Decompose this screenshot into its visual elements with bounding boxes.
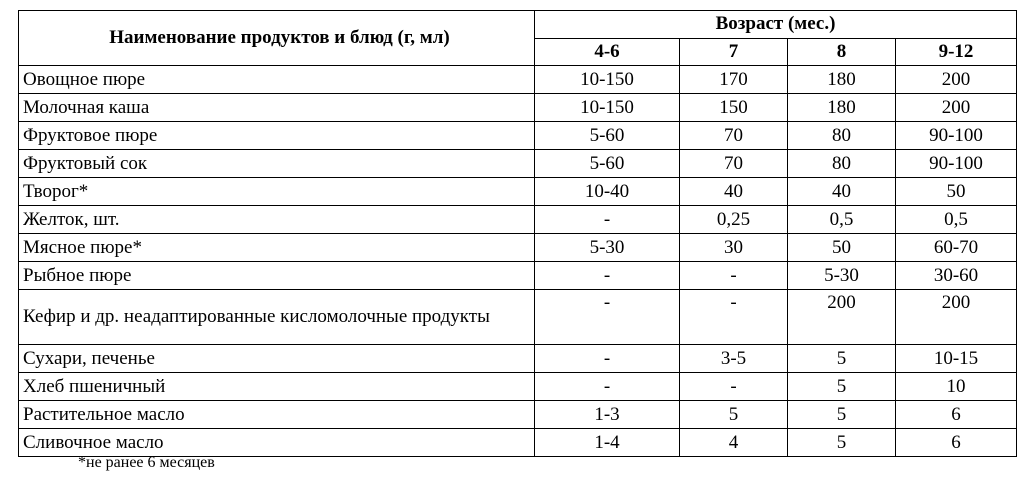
table-cell: - bbox=[680, 290, 788, 345]
table-cell: - bbox=[680, 262, 788, 290]
table-cell: 10-150 bbox=[535, 66, 680, 94]
table-cell: 70 bbox=[680, 122, 788, 150]
table-cell: 5-60 bbox=[535, 150, 680, 178]
product-name: Мясное пюре* bbox=[19, 234, 535, 262]
table-cell: 10-150 bbox=[535, 94, 680, 122]
table-cell: 1-4 bbox=[535, 429, 680, 457]
age-header-9-12: 9-12 bbox=[896, 38, 1017, 66]
product-name: Творог* bbox=[19, 178, 535, 206]
age-column-group-header: Возраст (мес.) bbox=[535, 11, 1017, 39]
table-row bbox=[19, 262, 1017, 290]
table-cell: - bbox=[535, 373, 680, 401]
table-row bbox=[19, 94, 1017, 122]
product-name: Фруктовый сок bbox=[19, 150, 535, 178]
table-cell: 5 bbox=[788, 429, 896, 457]
table-cell: 5 bbox=[788, 401, 896, 429]
table-cell: 30-60 bbox=[896, 262, 1017, 290]
product-name: Растительное масло bbox=[19, 401, 535, 429]
age-header-8: 8 bbox=[788, 38, 896, 66]
table-row bbox=[19, 66, 1017, 94]
table-cell: 50 bbox=[896, 178, 1017, 206]
table-row bbox=[19, 401, 1017, 429]
age-header-7: 7 bbox=[680, 38, 788, 66]
table-cell: - bbox=[535, 206, 680, 234]
table-row bbox=[19, 290, 1017, 345]
table-cell: 200 bbox=[896, 66, 1017, 94]
table-cell: 6 bbox=[896, 429, 1017, 457]
product-name: Молочная каша bbox=[19, 94, 535, 122]
table-cell: 5-30 bbox=[788, 262, 896, 290]
table-cell: 10-40 bbox=[535, 178, 680, 206]
table-row bbox=[19, 373, 1017, 401]
product-name: Сухари, печенье bbox=[19, 345, 535, 373]
table-cell: 10 bbox=[896, 373, 1017, 401]
product-name: Желток, шт. bbox=[19, 206, 535, 234]
table-cell: 40 bbox=[788, 178, 896, 206]
table-cell: 5 bbox=[680, 401, 788, 429]
table-row bbox=[19, 206, 1017, 234]
product-name: Рыбное пюре bbox=[19, 262, 535, 290]
feeding-table bbox=[18, 10, 1017, 457]
table-cell: 0,5 bbox=[896, 206, 1017, 234]
table-cell: 10-15 bbox=[896, 345, 1017, 373]
table-cell: 180 bbox=[788, 94, 896, 122]
table-cell: 40 bbox=[680, 178, 788, 206]
table-body bbox=[19, 66, 1017, 457]
product-name: Хлеб пшеничный bbox=[19, 373, 535, 401]
table-cell: 5 bbox=[788, 345, 896, 373]
table-cell: 3-5 bbox=[680, 345, 788, 373]
table-header bbox=[19, 11, 1017, 66]
table-cell: 30 bbox=[680, 234, 788, 262]
product-name: Фруктовое пюре bbox=[19, 122, 535, 150]
product-name: Сливочное масло bbox=[19, 429, 535, 457]
table-cell: - bbox=[535, 290, 680, 345]
table-cell: - bbox=[535, 262, 680, 290]
table-cell: 80 bbox=[788, 150, 896, 178]
table-cell: 150 bbox=[680, 94, 788, 122]
table-cell: - bbox=[680, 373, 788, 401]
table-cell: 50 bbox=[788, 234, 896, 262]
table-row bbox=[19, 122, 1017, 150]
table-cell: 5 bbox=[788, 373, 896, 401]
table-cell: 200 bbox=[896, 290, 1017, 345]
table-cell: 4 bbox=[680, 429, 788, 457]
footnote: *не ранее 6 месяцев bbox=[78, 454, 215, 471]
product-name-column-header: Наименование продуктов и блюд (г, мл) bbox=[19, 11, 535, 66]
table-cell: 170 bbox=[680, 66, 788, 94]
table-cell: 1-3 bbox=[535, 401, 680, 429]
product-name: Овощное пюре bbox=[19, 66, 535, 94]
feeding-table-container bbox=[18, 10, 1017, 457]
table-cell: 90-100 bbox=[896, 122, 1017, 150]
table-row bbox=[19, 150, 1017, 178]
table-cell: 200 bbox=[896, 94, 1017, 122]
table-cell: 0,25 bbox=[680, 206, 788, 234]
table-cell: 5-30 bbox=[535, 234, 680, 262]
table-cell: 80 bbox=[788, 122, 896, 150]
table-row bbox=[19, 178, 1017, 206]
table-row bbox=[19, 234, 1017, 262]
table-cell: 200 bbox=[788, 290, 896, 345]
table-cell: 180 bbox=[788, 66, 896, 94]
table-cell: 60-70 bbox=[896, 234, 1017, 262]
table-cell: - bbox=[535, 345, 680, 373]
table-cell: 6 bbox=[896, 401, 1017, 429]
product-name: Кефир и др. неадаптированные кисломолочные продукты bbox=[19, 290, 535, 345]
table-cell: 90-100 bbox=[896, 150, 1017, 178]
table-row bbox=[19, 345, 1017, 373]
age-header-4-6: 4-6 bbox=[535, 38, 680, 66]
table-cell: 0,5 bbox=[788, 206, 896, 234]
table-cell: 70 bbox=[680, 150, 788, 178]
table-cell: 5-60 bbox=[535, 122, 680, 150]
